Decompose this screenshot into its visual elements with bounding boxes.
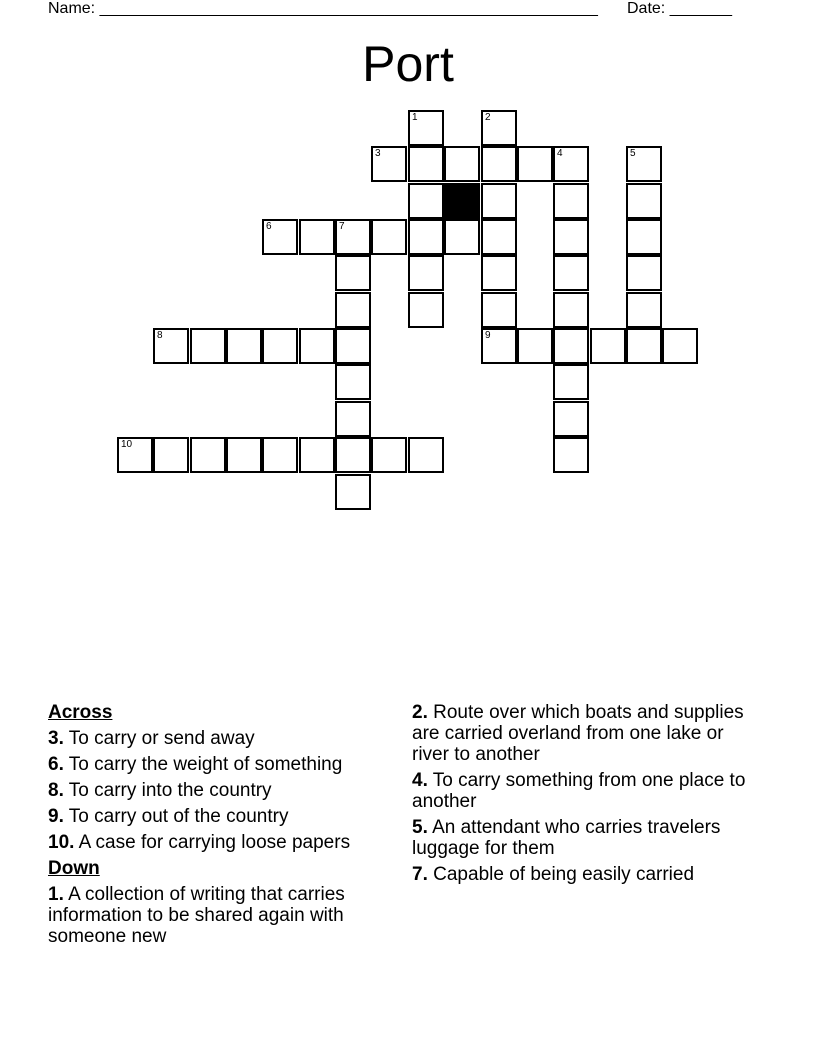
grid-cell[interactable]: [371, 437, 407, 473]
clue-down-1: [48, 884, 408, 947]
clue-number: 9.: [48, 806, 64, 827]
grid-cell[interactable]: [517, 146, 553, 182]
grid-cell[interactable]: [408, 437, 444, 473]
grid-cell[interactable]: [553, 328, 589, 364]
grid-cell[interactable]: [299, 437, 335, 473]
grid-cell[interactable]: [262, 219, 298, 255]
clue-across-9: [48, 806, 408, 827]
grid-cell[interactable]: [262, 437, 298, 473]
grid-cell[interactable]: [408, 110, 444, 146]
grid-cell[interactable]: [553, 146, 589, 182]
grid-cell[interactable]: [335, 219, 371, 255]
grid-cell[interactable]: [153, 437, 189, 473]
grid-cell[interactable]: [662, 328, 698, 364]
clue-down-5: [412, 817, 752, 859]
down-heading: Down: [48, 858, 100, 879]
cell-number: 8: [157, 330, 163, 341]
grid-cell[interactable]: [117, 437, 153, 473]
grid-cell[interactable]: [626, 219, 662, 255]
grid-cell[interactable]: [626, 183, 662, 219]
grid-cell[interactable]: [335, 437, 371, 473]
clue-text: To carry the weight of something: [68, 754, 343, 775]
clue-down-2: [412, 702, 752, 765]
cell-number: 5: [630, 148, 636, 159]
clues-column-right: [412, 702, 752, 890]
cell-number: 10: [121, 439, 133, 450]
grid-cell[interactable]: [481, 292, 517, 328]
cell-number: 2: [485, 112, 491, 123]
grid-cell[interactable]: [553, 255, 589, 291]
clue-number: 8.: [48, 780, 64, 801]
grid-cell[interactable]: [444, 146, 480, 182]
clue-text: A collection of writing that carries information to be shared again with someone new: [48, 884, 345, 947]
grid-cell[interactable]: [481, 183, 517, 219]
puzzle-title: Port: [362, 36, 454, 92]
date-field: Date: _______: [627, 0, 732, 17]
clue-number: 10.: [48, 832, 75, 853]
grid-cell[interactable]: [408, 292, 444, 328]
grid-cell[interactable]: [335, 364, 371, 400]
black-cell: [444, 183, 480, 219]
clue-number: 4.: [412, 770, 428, 791]
across-heading: Across: [48, 702, 113, 723]
grid-cell[interactable]: [371, 146, 407, 182]
clue-text: Route over which boats and supplies are carried overland from one lake or river to another: [412, 702, 744, 765]
grid-cell[interactable]: [335, 292, 371, 328]
grid-cell[interactable]: [553, 292, 589, 328]
clue-number: 5.: [412, 817, 428, 838]
clue-across-3: [48, 728, 408, 749]
clue-text: To carry or send away: [68, 728, 255, 749]
clue-number: 1.: [48, 884, 64, 905]
grid-cell[interactable]: [335, 255, 371, 291]
grid-cell[interactable]: [517, 328, 553, 364]
grid-cell[interactable]: [408, 146, 444, 182]
grid-cell[interactable]: [190, 437, 226, 473]
grid-cell[interactable]: [335, 328, 371, 364]
grid-cell[interactable]: [553, 219, 589, 255]
clue-text: To carry into the country: [68, 780, 272, 801]
cell-number: 6: [266, 221, 272, 232]
clue-across-10: [48, 832, 408, 853]
grid-cell[interactable]: [553, 401, 589, 437]
grid-cell[interactable]: [408, 219, 444, 255]
grid-cell[interactable]: [262, 328, 298, 364]
clue-across-6: [48, 754, 408, 775]
grid-cell[interactable]: [626, 328, 662, 364]
clue-number: 3.: [48, 728, 64, 749]
grid-cell[interactable]: [481, 255, 517, 291]
grid-cell[interactable]: [335, 401, 371, 437]
grid-cell[interactable]: [481, 219, 517, 255]
grid-cell[interactable]: [226, 328, 262, 364]
grid-cell[interactable]: [626, 146, 662, 182]
clue-across-8: [48, 780, 408, 801]
clues-column-left: [48, 702, 408, 952]
grid-cell[interactable]: [626, 292, 662, 328]
clue-text: An attendant who carries travelers luggage for them: [412, 817, 721, 859]
cell-number: 3: [375, 148, 381, 159]
clue-text: A case for carrying loose papers: [78, 832, 351, 853]
grid-cell[interactable]: [299, 328, 335, 364]
clue-number: 7.: [412, 864, 428, 885]
grid-cell[interactable]: [190, 328, 226, 364]
grid-cell[interactable]: [553, 437, 589, 473]
cell-number: 1: [412, 112, 418, 123]
clue-number: 2.: [412, 702, 428, 723]
clue-down-7: [412, 864, 752, 885]
cell-number: 9: [485, 330, 491, 341]
grid-cell[interactable]: [444, 219, 480, 255]
cell-number: 4: [557, 148, 563, 159]
grid-cell[interactable]: [408, 255, 444, 291]
grid-cell[interactable]: [481, 110, 517, 146]
grid-cell[interactable]: [153, 328, 189, 364]
name-field: Name: ________________________________________________________: [48, 0, 598, 17]
grid-cell[interactable]: [335, 474, 371, 510]
grid-cell[interactable]: [299, 219, 335, 255]
grid-cell[interactable]: [590, 328, 626, 364]
clue-down-4: [412, 770, 752, 812]
grid-cell[interactable]: [226, 437, 262, 473]
grid-cell[interactable]: [371, 219, 407, 255]
clue-text: Capable of being easily carried: [433, 864, 695, 885]
clue-text: To carry something from one place to another: [412, 770, 746, 812]
grid-cell[interactable]: [553, 183, 589, 219]
clue-text: To carry out of the country: [68, 806, 289, 827]
cell-number: 7: [339, 221, 345, 232]
grid-cell[interactable]: [408, 183, 444, 219]
grid-cell[interactable]: [626, 255, 662, 291]
clue-number: 6.: [48, 754, 64, 775]
grid-cell[interactable]: [481, 328, 517, 364]
grid-cell[interactable]: [553, 364, 589, 400]
grid-cell[interactable]: [481, 146, 517, 182]
